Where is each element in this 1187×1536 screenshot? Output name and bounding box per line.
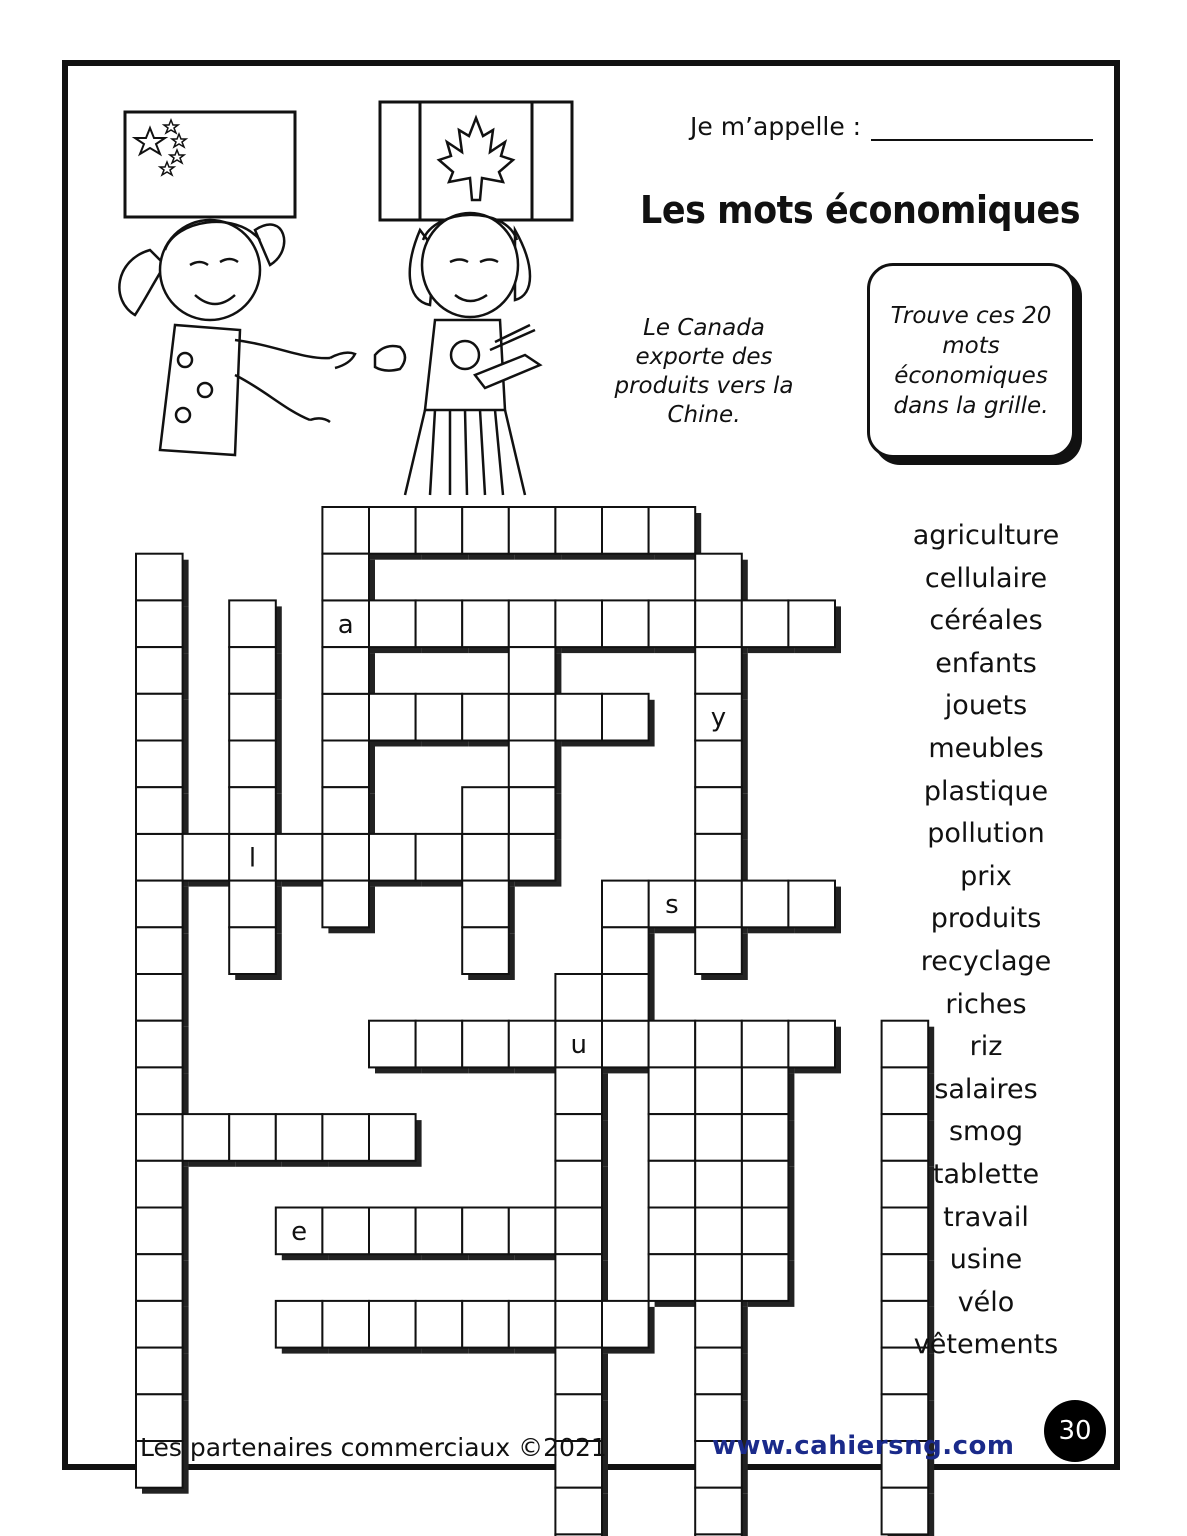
crossword-given-letter: u (570, 1030, 587, 1061)
word-list-item: agriculture (912, 520, 1060, 551)
crossword-cell[interactable] (695, 1067, 742, 1114)
crossword-cell[interactable] (229, 927, 276, 974)
crossword-cell[interactable] (695, 600, 742, 647)
crossword-cell[interactable] (695, 1208, 742, 1255)
crossword-given-letter: l (248, 843, 257, 874)
crossword-cell[interactable] (136, 881, 183, 928)
crossword-cell[interactable] (509, 507, 556, 554)
word-list-item: meubles (928, 732, 1044, 764)
crossword-cell[interactable] (602, 694, 649, 741)
crossword-cell[interactable] (695, 1114, 742, 1161)
crossword-cell[interactable] (509, 600, 556, 647)
crossword-cell[interactable] (509, 1208, 556, 1255)
crossword-cell[interactable] (788, 600, 835, 647)
crossword-given-letter: a (337, 609, 354, 640)
crossword-cell[interactable] (695, 1488, 742, 1535)
crossword-cell[interactable] (136, 974, 183, 1021)
crossword-cell[interactable] (742, 881, 789, 928)
crossword-cell[interactable] (555, 1301, 602, 1348)
crossword-cell[interactable] (695, 647, 742, 694)
crossword-cell[interactable] (462, 507, 509, 554)
crossword-cell[interactable] (788, 1021, 835, 1068)
crossword-cell[interactable] (136, 787, 183, 834)
crossword-cell[interactable] (602, 974, 649, 1021)
crossword-cell[interactable] (462, 600, 509, 647)
crossword-cell[interactable] (229, 881, 276, 928)
crossword-cell[interactable] (369, 1021, 416, 1068)
crossword-cell[interactable] (602, 507, 649, 554)
crossword-cell[interactable] (555, 600, 602, 647)
crossword-cell[interactable] (509, 1021, 556, 1068)
crossword-cell[interactable] (183, 834, 230, 881)
crossword-cell[interactable] (229, 694, 276, 741)
crossword-cell[interactable] (555, 974, 602, 1021)
crossword-cell[interactable] (509, 834, 556, 881)
crossword-cell[interactable] (695, 881, 742, 928)
crossword-cell[interactable] (136, 1348, 183, 1395)
crossword-cell[interactable] (555, 1067, 602, 1114)
crossword-cell[interactable] (136, 1021, 183, 1068)
crossword-cell[interactable] (136, 1114, 183, 1161)
crossword-cell[interactable] (229, 600, 276, 647)
crossword-cell[interactable] (416, 600, 463, 647)
word-list-item: jouets (944, 690, 1028, 722)
crossword-cell[interactable] (322, 1208, 369, 1255)
crossword-cell[interactable] (369, 694, 416, 741)
crossword-cell[interactable] (462, 927, 509, 974)
crossword-cell[interactable] (322, 507, 369, 554)
word-list-item: vêtements (913, 1329, 1059, 1361)
crossword-cell[interactable] (276, 1114, 323, 1161)
crossword-cell[interactable] (136, 694, 183, 741)
crossword-cell[interactable] (742, 1114, 789, 1161)
crossword-cell[interactable] (229, 647, 276, 694)
crossword-cell[interactable] (509, 741, 556, 788)
word-list-item: tablette (932, 1158, 1040, 1190)
name-label: Je m’appelle : (690, 112, 862, 141)
crossword-cell[interactable] (276, 834, 323, 881)
crossword-cell[interactable] (602, 1301, 649, 1348)
crossword-cell[interactable] (322, 694, 369, 741)
crossword-cell[interactable] (136, 600, 183, 647)
crossword-cell[interactable] (136, 1161, 183, 1208)
crossword-cell[interactable] (322, 1114, 369, 1161)
crossword-cell[interactable] (136, 1067, 183, 1114)
illustration-caption: Le Canada exporte des produits vers la Chine. (614, 315, 794, 428)
footer-copyright: Les partenaires commerciaux ©2021 (140, 1433, 607, 1462)
crossword-cell[interactable] (695, 1301, 742, 1348)
word-list-item: produits (930, 903, 1042, 935)
crossword-cell[interactable] (695, 1161, 742, 1208)
crossword-cell[interactable] (229, 787, 276, 834)
crossword-cell[interactable] (462, 1208, 509, 1255)
crossword-cell[interactable] (322, 1301, 369, 1348)
crossword-cell[interactable] (555, 1114, 602, 1161)
crossword-cell[interactable] (416, 694, 463, 741)
word-list-item: enfants (935, 647, 1037, 679)
word-list-item: céréales (929, 605, 1043, 637)
crossword-cell[interactable] (742, 1161, 789, 1208)
crossword-cell[interactable] (742, 1067, 789, 1114)
crossword-cell[interactable] (555, 1254, 602, 1301)
crossword-cell[interactable] (136, 1301, 183, 1348)
word-list (890, 515, 1082, 1367)
crossword-cell[interactable] (509, 694, 556, 741)
crossword-cell[interactable] (602, 881, 649, 928)
crossword-cell[interactable] (695, 1021, 742, 1068)
word-list-item: recyclage (920, 945, 1052, 977)
crossword-cell[interactable] (322, 881, 369, 928)
crossword-cell[interactable] (229, 741, 276, 788)
crossword-cell[interactable] (649, 1114, 696, 1161)
crossword-cell[interactable] (695, 741, 742, 788)
crossword-cell[interactable] (695, 787, 742, 834)
crossword-cell[interactable] (322, 741, 369, 788)
crossword-cell[interactable] (555, 1488, 602, 1535)
word-list-item: pollution (927, 818, 1045, 850)
crossword-cell[interactable] (462, 1301, 509, 1348)
crossword-cell[interactable] (555, 1348, 602, 1395)
crossword-cell[interactable] (183, 1114, 230, 1161)
crossword-cell[interactable] (649, 1021, 696, 1068)
word-list-item: usine (949, 1244, 1023, 1276)
word-list-item: cellulaire (924, 562, 1048, 594)
crossword-cell[interactable] (322, 554, 369, 601)
instructions-text: Trouve ces 20 mots économiques dans la grille. (890, 302, 1052, 419)
crossword-cell[interactable] (649, 1067, 696, 1114)
crossword-cell[interactable] (555, 1208, 602, 1255)
crossword-cell[interactable] (322, 787, 369, 834)
crossword-cell[interactable] (136, 927, 183, 974)
crossword-cell[interactable] (509, 647, 556, 694)
crossword-cell[interactable] (649, 600, 696, 647)
crossword-cell[interactable] (649, 507, 696, 554)
crossword-cell[interactable] (369, 1208, 416, 1255)
footer-website-link[interactable]: www.cahiersng.com (712, 1431, 1015, 1461)
crossword-cell[interactable] (788, 881, 835, 928)
crossword-cell[interactable] (602, 600, 649, 647)
crossword-cell[interactable] (555, 1161, 602, 1208)
crossword-cell[interactable] (695, 1348, 742, 1395)
crossword-cell[interactable] (649, 1208, 696, 1255)
crossword-cell[interactable] (369, 507, 416, 554)
crossword-cell[interactable] (882, 1488, 929, 1535)
crossword-given-letter: s (665, 889, 679, 920)
crossword-cell[interactable] (276, 1301, 323, 1348)
crossword-cell[interactable] (695, 927, 742, 974)
page-title: Les mots économiques (640, 188, 1081, 232)
word-list-item: riches (945, 988, 1027, 1020)
crossword-cell[interactable] (462, 1021, 509, 1068)
crossword-cell[interactable] (695, 834, 742, 881)
word-list-item: travail (943, 1201, 1029, 1233)
crossword-cell[interactable] (416, 507, 463, 554)
crossword-cell[interactable] (136, 741, 183, 788)
crossword-given-letter: y (710, 703, 727, 734)
crossword-cell[interactable] (649, 1254, 696, 1301)
crossword-cell[interactable] (322, 834, 369, 881)
crossword-cell[interactable] (742, 1021, 789, 1068)
word-list-item: salaires (934, 1073, 1038, 1105)
crossword-cell[interactable] (462, 694, 509, 741)
crossword-given-letter: e (291, 1216, 308, 1247)
word-list-item: vélo (957, 1286, 1015, 1318)
crossword-cell[interactable] (602, 927, 649, 974)
crossword-cell[interactable] (136, 554, 183, 601)
crossword-cell[interactable] (462, 881, 509, 928)
crossword-cell[interactable] (602, 1021, 649, 1068)
crossword-cell[interactable] (322, 647, 369, 694)
crossword-cell[interactable] (416, 834, 463, 881)
crossword-cell[interactable] (136, 1208, 183, 1255)
crossword-cell[interactable] (369, 600, 416, 647)
crossword-cell[interactable] (462, 787, 509, 834)
crossword-cell[interactable] (229, 1114, 276, 1161)
page-number-badge (1044, 1400, 1106, 1462)
crossword-cell[interactable] (509, 787, 556, 834)
crossword-cell[interactable] (136, 1254, 183, 1301)
crossword-cell[interactable] (416, 1208, 463, 1255)
crossword-cell[interactable] (416, 1301, 463, 1348)
crossword-cell[interactable] (742, 1208, 789, 1255)
crossword-cell[interactable] (649, 1161, 696, 1208)
crossword-cell[interactable] (369, 1114, 416, 1161)
crossword-cell[interactable] (555, 694, 602, 741)
word-list-item: smog (948, 1116, 1024, 1148)
crossword-cell[interactable] (369, 1301, 416, 1348)
crossword-cell[interactable] (742, 1254, 789, 1301)
crossword-cell[interactable] (462, 834, 509, 881)
crossword-cell[interactable] (695, 1254, 742, 1301)
word-list-item: prix (960, 860, 1012, 892)
crossword-cell[interactable] (695, 554, 742, 601)
crossword-cell[interactable] (416, 1021, 463, 1068)
crossword-cell[interactable] (555, 507, 602, 554)
page-number: 30 (1058, 1416, 1092, 1446)
word-list-item: riz (969, 1031, 1003, 1063)
word-list-item: plastique (923, 775, 1049, 807)
crossword-cell[interactable] (369, 834, 416, 881)
crossword-cell[interactable] (742, 600, 789, 647)
crossword-cell[interactable] (136, 834, 183, 881)
crossword-cell[interactable] (509, 1301, 556, 1348)
crossword-cell[interactable] (136, 647, 183, 694)
